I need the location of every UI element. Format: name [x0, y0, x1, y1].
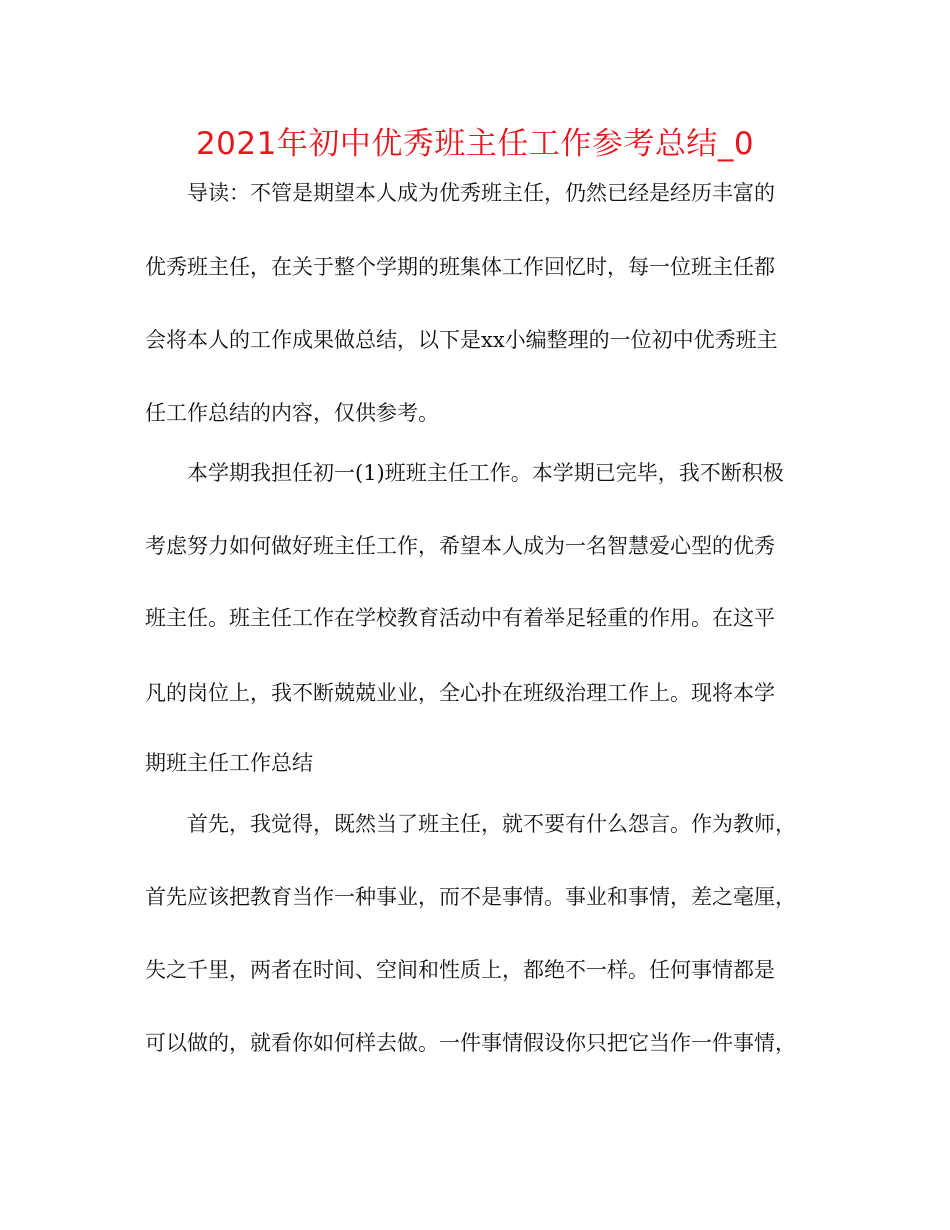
document-title: 2021年初中优秀班主任工作参考总结_0 [195, 126, 755, 162]
paragraph-line: 任工作总结的内容，仅供参考。 [145, 401, 439, 425]
paragraph-line: 凡的岗位上，我不断兢兢业业，全心扑在班级治理工作上。现将本学 [145, 681, 775, 705]
paragraph-line: 期班主任工作总结 [145, 751, 313, 775]
paragraph-line: 首先，我觉得，既然当了班主任，就不要有什么怨言。作为教师， [187, 812, 796, 836]
paragraph-line: 可以做的，就看你如何样去做。一件事情假设你只把它当作一件事情， [145, 1031, 796, 1055]
paragraph-line: 考虑努力如何做好班主任工作，希望本人成为一名智慧爱心型的优秀 [145, 534, 775, 558]
paragraph-line: 首先应该把教育当作一种事业，而不是事情。事业和事情，差之毫厘， [145, 885, 796, 909]
paragraph-line: 本学期我担任初一(1)班班主任工作。本学期已完毕，我不断积极 [187, 461, 784, 485]
paragraph-line: 优秀班主任，在关于整个学期的班集体工作回忆时，每一位班主任都 [145, 255, 775, 279]
paragraph-line: 失之千里，两者在时间、空间和性质上，都绝不一样。任何事情都是 [145, 958, 775, 982]
paragraph-line: 导读：不管是期望本人成为优秀班主任，仍然已经是经历丰富的 [187, 181, 775, 205]
paragraph-line: 会将本人的工作成果做总结，以下是xx小编整理的一位初中优秀班主 [145, 328, 778, 352]
paragraph-line: 班主任。班主任工作在学校教育活动中有着举足轻重的作用。在这平 [145, 606, 775, 630]
